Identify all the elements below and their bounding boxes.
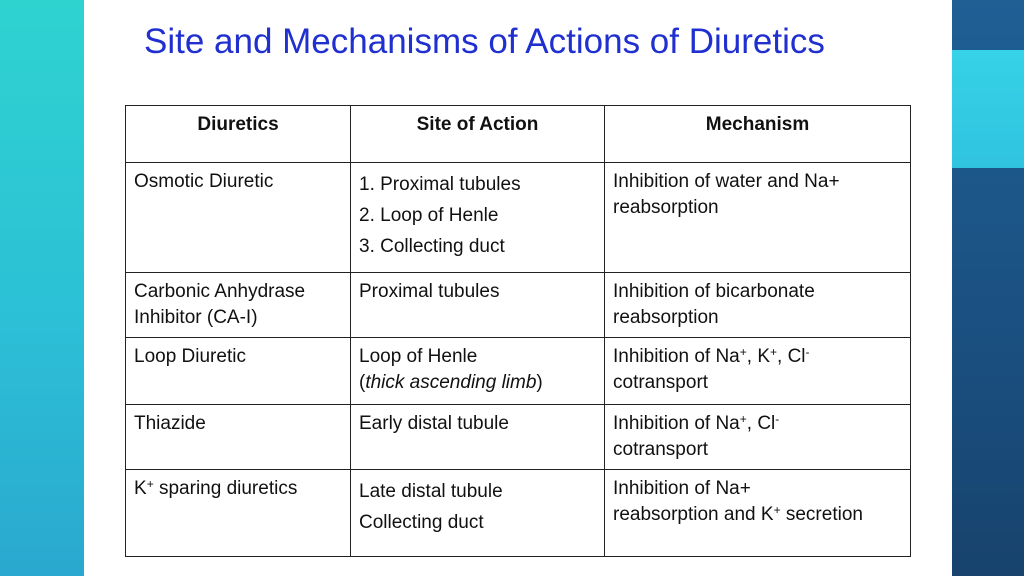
diuretics-table — [125, 105, 911, 557]
diuretic-cell: Loop Diuretic — [126, 338, 351, 405]
mechanism-cell: Inhibition of Na+, Cl- cotransport — [605, 405, 911, 470]
site-line: Loop of Henle — [359, 346, 478, 367]
site-italic: thick ascending limb — [365, 372, 537, 393]
diuretic-cell: Carbonic Anhydrase Inhibitor (CA-I) — [126, 273, 351, 338]
table-row — [126, 273, 911, 338]
mechanism-cell: Inhibition of Na+, K+, Cl- cotransport — [605, 338, 911, 405]
site-line: Late distal tubule — [359, 481, 503, 502]
site-cell — [351, 163, 605, 273]
site-cell — [351, 338, 605, 405]
column-header: Site of Action — [351, 106, 605, 163]
table-row — [126, 405, 911, 470]
column-header: Mechanism — [605, 106, 911, 163]
site-line: (thick ascending limb) — [359, 372, 543, 393]
column-header: Diuretics — [126, 106, 351, 163]
left-decor-band — [0, 0, 84, 576]
site-line: 1. Proximal tubules — [359, 174, 521, 195]
table-row — [126, 163, 911, 273]
slide-title: Site and Mechanisms of Actions of Diuretics — [144, 22, 825, 61]
site-line: 2. Loop of Henle — [359, 205, 499, 226]
site-cell: Early distal tubule — [351, 405, 605, 470]
diuretic-cell: Osmotic Diuretic — [126, 163, 351, 273]
site-cell — [351, 470, 605, 557]
site-line: 3. Collecting duct — [359, 236, 505, 257]
slide — [84, 0, 952, 576]
diuretic-cell: K+ sparing diuretics — [126, 470, 351, 557]
diuretic-cell: Thiazide — [126, 405, 351, 470]
mechanism-cell: Inhibition of Na+ reabsorption and K+ secretion — [605, 470, 911, 557]
mechanism-cell: Inhibition of water and Na+ reabsorption — [605, 163, 911, 273]
table-header-row — [126, 106, 911, 163]
site-line: Collecting duct — [359, 512, 484, 533]
right-decor-accent — [952, 50, 1024, 168]
table-row — [126, 470, 911, 557]
mechanism-cell: Inhibition of bicarbonate reabsorption — [605, 273, 911, 338]
site-cell: Proximal tubules — [351, 273, 605, 338]
table-row — [126, 338, 911, 405]
